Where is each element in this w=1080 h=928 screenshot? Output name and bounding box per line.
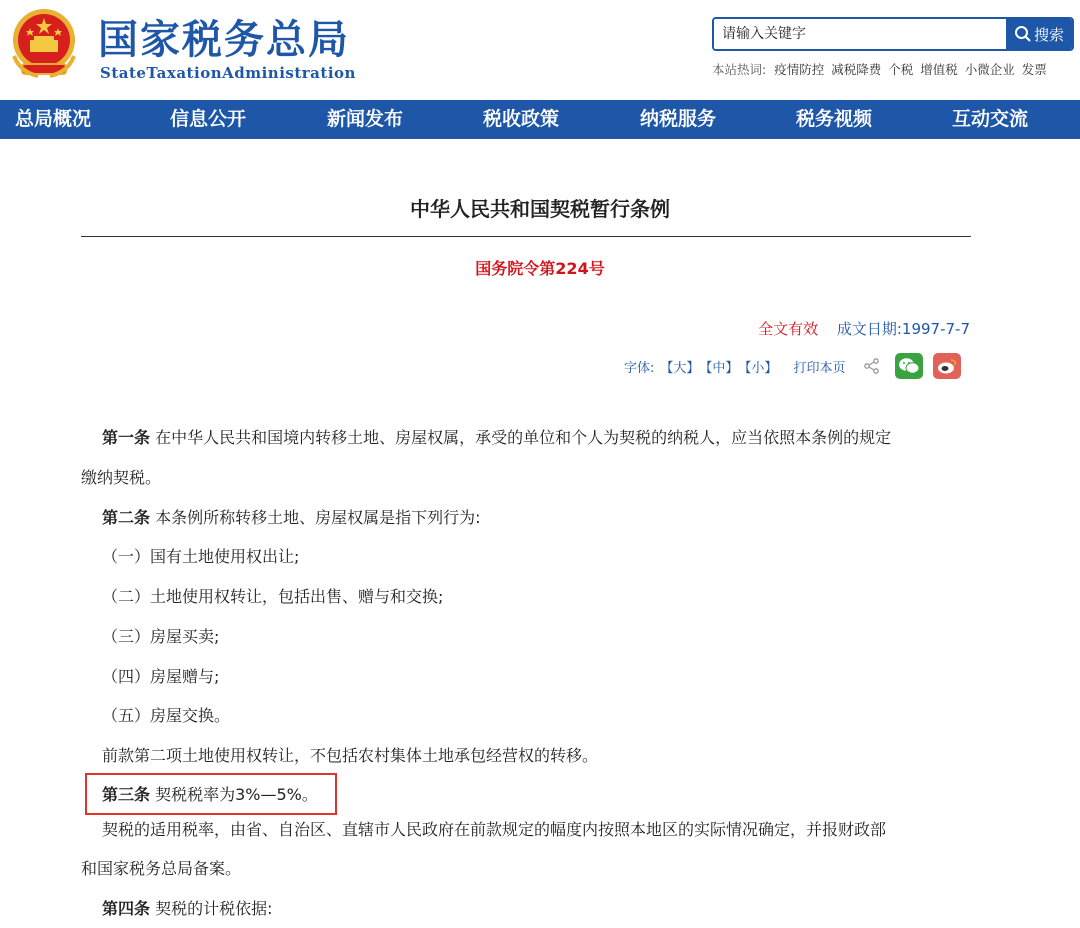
nav-item-interaction[interactable]: 互动交流 (952, 108, 1029, 130)
site-name[interactable]: 国家税务总局 (98, 17, 350, 63)
hot-words-label: 本站热词: (712, 62, 767, 77)
hot-word-link[interactable]: 增值税 (920, 62, 958, 77)
print-button[interactable]: 打印本页 (793, 360, 846, 376)
nav-item-tax-service[interactable]: 纳税服务 (640, 108, 717, 130)
nav-item-overview[interactable]: 总局概况 (15, 108, 92, 130)
article-paragraph (81, 857, 241, 881)
font-small-button[interactable]: 【小】 (738, 360, 778, 376)
hot-words (712, 60, 1050, 78)
paragraph-text: 和国家税务总局备案。 (81, 859, 242, 878)
paragraph-text: 本条例所称转移土地、房屋权属是指下列行为: (150, 508, 481, 527)
paragraph-text: 契税税率为3%—5%。 (150, 785, 318, 804)
hot-word-link[interactable]: 个税 (888, 62, 914, 77)
issue-date: 成文日期:1997-7-7 (836, 320, 970, 338)
paragraph-text: 契税的适用税率，由省、自治区、直辖市人民政府在前款规定的幅度内按照本地区的实际情况确定，并报财政部 (102, 820, 887, 839)
article-paragraph (102, 897, 273, 921)
search-input[interactable] (714, 19, 1006, 49)
article-title: 中华人民共和国契税暂行条例 (410, 197, 670, 221)
article-paragraph (102, 818, 886, 842)
national-emblem-icon[interactable] (8, 6, 80, 82)
article-paragraph (102, 426, 891, 450)
article-paragraph (81, 466, 161, 490)
wechat-glyph-icon (898, 357, 920, 375)
font-size-label: 字体: (624, 360, 655, 376)
article-paragraph (102, 704, 230, 728)
paragraph-text: 前款第二项土地使用权转让，不包括农村集体土地承包经营权的转移。 (102, 746, 599, 765)
site-header (0, 0, 1080, 100)
title-divider (81, 236, 971, 237)
article-number: 第四条 (102, 899, 151, 918)
article-meta (758, 318, 970, 339)
paragraph-text: 契税的计税依据: (150, 899, 273, 918)
article-paragraph (102, 665, 219, 689)
paragraph-text: （三）房屋买卖; (102, 627, 220, 646)
weibo-glyph-icon (936, 357, 958, 375)
article-paragraph (102, 783, 318, 807)
search-button[interactable] (1006, 19, 1072, 49)
nav-item-news[interactable]: 新闻发布 (327, 108, 404, 130)
nav-item-info-disclosure[interactable]: 信息公开 (170, 108, 247, 130)
main-nav (0, 100, 1080, 139)
nav-item-tax-policy[interactable]: 税收政策 (483, 108, 560, 130)
article-paragraph (102, 506, 481, 530)
article-number: 第一条 (102, 428, 151, 447)
weibo-share-icon[interactable] (933, 353, 961, 379)
site-name-english[interactable]: StateTaxationAdministration (100, 64, 356, 82)
share-icon[interactable] (863, 357, 881, 375)
search-button-label: 搜索 (1033, 25, 1064, 44)
paragraph-text: 在中华人民共和国境内转移土地、房屋权属，承受的单位和个人为契税的纳税人，应当依照本条例的规定 (150, 428, 892, 447)
font-large-button[interactable]: 【大】 (660, 360, 700, 376)
status-badge: 全文有效 (758, 320, 819, 338)
hot-word-link[interactable]: 发票 (1021, 62, 1047, 77)
hot-word-link[interactable]: 疫情防控 (774, 62, 825, 77)
nav-item-tax-video[interactable]: 税务视频 (796, 108, 873, 130)
hot-word-link[interactable]: 减税降费 (831, 62, 882, 77)
article-tools (624, 352, 961, 380)
paragraph-text: （五）房屋交换。 (102, 706, 231, 725)
paragraph-text: （一）国有土地使用权出让; (102, 547, 300, 566)
article-number: 第二条 (102, 508, 151, 527)
article-paragraph (102, 744, 598, 768)
article-paragraph (102, 625, 219, 649)
search-box (712, 17, 1074, 51)
article-paragraph (102, 545, 299, 569)
hot-word-link[interactable]: 小微企业 (964, 62, 1015, 77)
wechat-share-icon[interactable] (895, 353, 923, 379)
paragraph-text: （二）土地使用权转让，包括出售、赠与和交换; (102, 587, 444, 606)
paragraph-text: （四）房屋赠与; (102, 667, 220, 686)
article-number: 第三条 (102, 785, 151, 804)
search-icon (1014, 25, 1032, 43)
paragraph-text: 缴纳契税。 (81, 468, 162, 487)
font-medium-button[interactable]: 【中】 (699, 360, 739, 376)
article-paragraph (102, 585, 443, 609)
decree-number: 国务院令第224号 (475, 259, 605, 278)
